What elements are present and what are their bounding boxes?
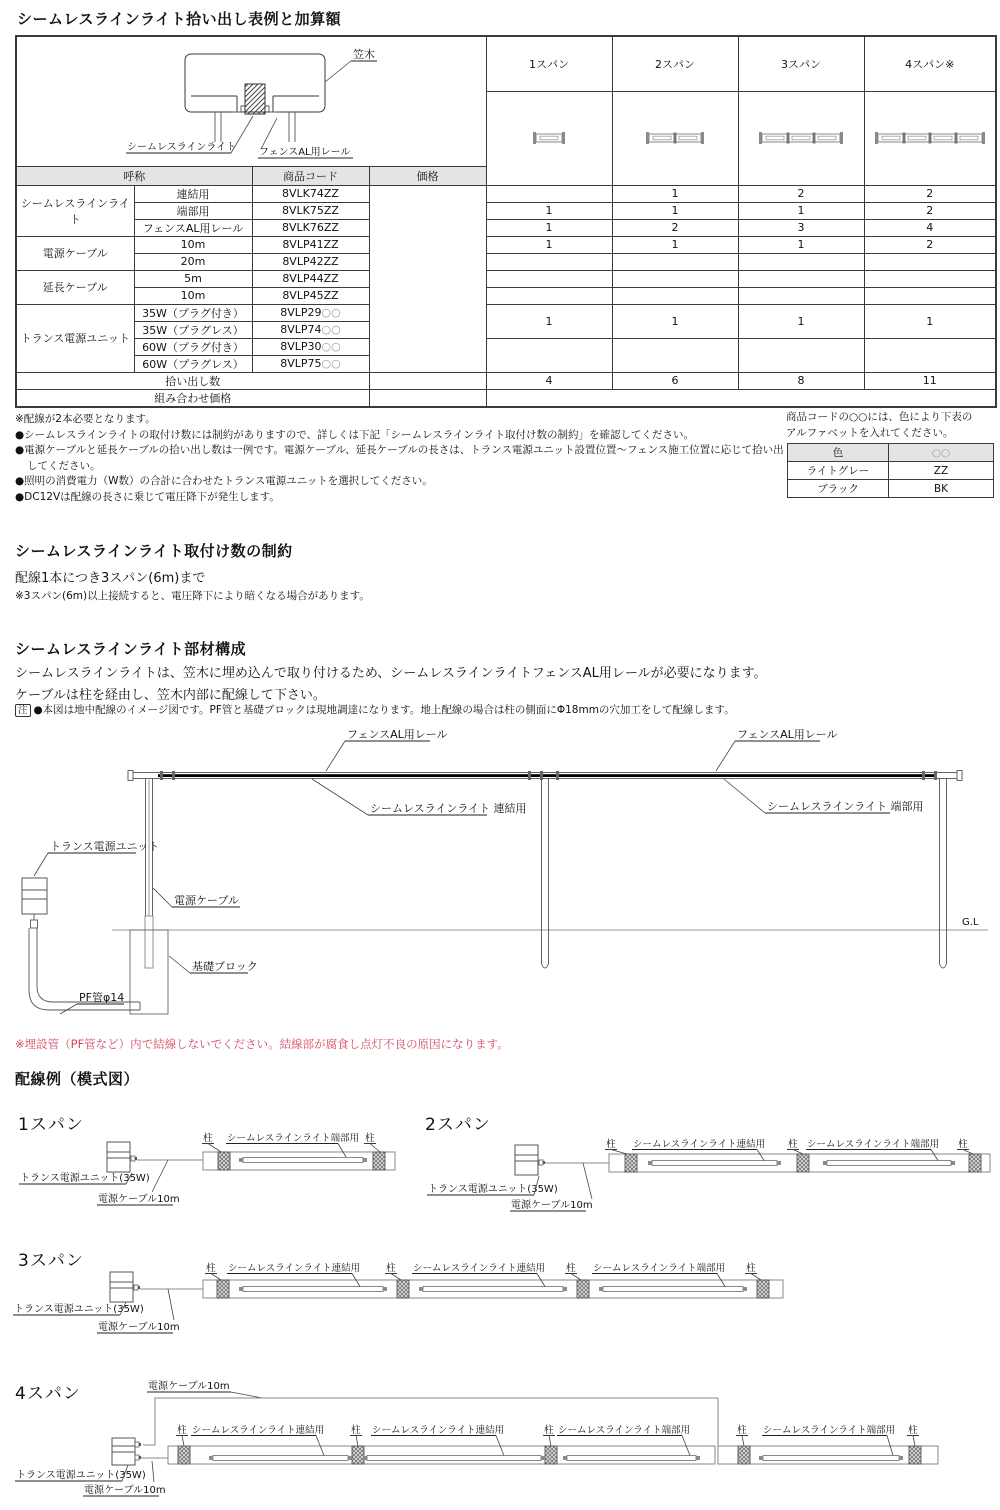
- code-cell: 8VLK76ZZ: [252, 219, 369, 236]
- span-glyph-4: [864, 91, 996, 185]
- svg-text:柱: 柱: [203, 1133, 213, 1144]
- note-line: ●電源ケーブルと延長ケーブルの拾い出し数は一例です。電源ケーブル、延長ケーブルの長さは、トランス電源ユニット設置位置～フェンス施工位置に応じて拾い出してください。: [15, 444, 784, 472]
- price-cell: [369, 389, 486, 407]
- svg-text:シームレスラインライト 連結用: シームレスラインライト 連結用: [370, 802, 527, 815]
- pillar-label: [205, 1262, 221, 1280]
- line-light: [367, 1456, 541, 1461]
- light-block: [245, 84, 265, 114]
- line-light: [763, 1456, 899, 1461]
- transformer-unit: [112, 1438, 141, 1465]
- constraint-line: 配線1本につき3スパン(6m)まで: [15, 571, 206, 586]
- count-cell: 1: [612, 236, 738, 253]
- pickup-count: 11: [864, 372, 996, 389]
- note-line: ●DC12Vは配線の長さに乗じて電圧降下が発生します。: [15, 490, 280, 503]
- line-light: [603, 1287, 743, 1292]
- rail-label: [258, 118, 353, 158]
- count-cell: [486, 338, 612, 372]
- code-cell: 8VLP42ZZ: [252, 253, 369, 270]
- color-header: 色: [788, 444, 889, 462]
- svg-text:シームレスラインライト: シームレスラインライト: [127, 142, 237, 154]
- svg-text:シームレスラインライト連結用: シームレスラインライト連結用: [372, 1425, 505, 1436]
- line-light: [567, 1456, 696, 1461]
- transformer-unit: [22, 878, 47, 928]
- svg-text:トランス電源ユニット(35W): トランス電源ユニット(35W): [14, 1304, 144, 1315]
- count-cell: 1: [486, 236, 612, 253]
- line-light: [827, 1161, 951, 1166]
- color-note-line2: アルファベットを入れてください。: [786, 426, 954, 439]
- composition-line1: シームレスラインライトは、笠木に埋め込んで取り付けるため、シームレスラインライトフェンスAL用レールが必要になります。: [15, 666, 767, 681]
- light-label: [126, 116, 253, 153]
- count-cell: 1: [864, 304, 996, 338]
- count-cell: 2: [864, 185, 996, 202]
- pillar-label: [364, 1132, 380, 1152]
- pickup-count: 8: [738, 372, 864, 389]
- code-cell: 8VLP30○○: [252, 338, 369, 355]
- table-row: [16, 304, 996, 321]
- count-cell: [738, 338, 864, 372]
- col-header-name: 呼称: [16, 166, 252, 185]
- pillar-label: [736, 1424, 748, 1446]
- combo-row: [16, 389, 996, 407]
- count-cell: [738, 270, 864, 287]
- pillar: [738, 1446, 750, 1464]
- color-table: [787, 443, 994, 498]
- svg-text:電源ケーブル10m: 電源ケーブル10m: [84, 1485, 166, 1496]
- code-circles-header: ○○: [889, 444, 994, 462]
- span4-heading: 4スパン: [15, 1384, 81, 1404]
- pillar: [545, 1446, 557, 1464]
- item-cell: 10m: [134, 287, 252, 304]
- color-code: ZZ: [889, 462, 994, 480]
- light-bar-icon-2: [645, 130, 705, 146]
- light-bar-icon-4: [874, 130, 986, 146]
- group-seamless: シームレスラインライト: [16, 185, 134, 236]
- color-row: [788, 462, 994, 480]
- note-line: ●シームレスラインライトの取付け数には制約がありますので、詳しくは下記「シームレスラインライト取付け数の制約」を確認してください。: [15, 428, 695, 441]
- span-header-2: 2スパン: [612, 36, 738, 91]
- svg-text:基礎ブロック: 基礎ブロック: [192, 960, 258, 973]
- color-note-line1: 商品コードの○○には、色により下表の: [786, 411, 973, 423]
- svg-text:柱: 柱: [206, 1263, 216, 1274]
- pillar: [397, 1280, 409, 1298]
- transformer-unit: [515, 1145, 545, 1175]
- span-header-4: 4スパン※: [864, 36, 996, 91]
- table-notes: [15, 412, 790, 505]
- pillar: [217, 1280, 229, 1298]
- count-cell: [612, 287, 738, 304]
- transformer-label: [15, 1465, 146, 1481]
- svg-text:柱: 柱: [958, 1139, 968, 1150]
- composition-diagram: [0, 718, 1000, 1030]
- code-cell: 8VLP44ZZ: [252, 270, 369, 287]
- svg-text:シームレスラインライト連結用: シームレスラインライト連結用: [413, 1263, 546, 1274]
- table-row: [16, 202, 996, 219]
- fence: [168, 1446, 938, 1464]
- span-glyph-1: [486, 91, 612, 185]
- count-cell: [486, 270, 612, 287]
- span-glyph-2: [612, 91, 738, 185]
- svg-text:シームレスラインライト連結用: シームレスラインライト連結用: [633, 1139, 766, 1150]
- count-cell: [864, 270, 996, 287]
- count-cell: 2: [864, 236, 996, 253]
- composition-note: [15, 703, 990, 719]
- svg-text:トランス電源ユニット(35W): トランス電源ユニット(35W): [16, 1470, 146, 1481]
- transformer-label: [34, 840, 159, 876]
- count-cell: 1: [612, 304, 738, 338]
- cross-section-cell: [16, 36, 486, 166]
- svg-text:シームレスラインライト端部用: シームレスラインライト端部用: [558, 1425, 691, 1436]
- pillar: [218, 1152, 230, 1170]
- composition-heading: シームレスラインライト部材構成: [15, 640, 247, 658]
- code-cell: 8VLP75○○: [252, 355, 369, 372]
- code-cell: 8VLP41ZZ: [252, 236, 369, 253]
- count-cell: [738, 253, 864, 270]
- svg-text:シームレスラインライト連結用: シームレスラインライト連結用: [228, 1263, 361, 1274]
- svg-text:シームレスラインライト端部用: シームレスラインライト端部用: [807, 1139, 940, 1150]
- fence-posts: [130, 779, 947, 1015]
- svg-text:シームレスラインライト端部用: シームレスラインライト端部用: [593, 1263, 726, 1274]
- count-cell: 1: [738, 202, 864, 219]
- count-cell: 4: [864, 219, 996, 236]
- line-light: [243, 1287, 383, 1292]
- wiring-diagram-1span: [0, 1105, 420, 1217]
- span1-heading: 1スパン: [18, 1115, 84, 1135]
- svg-text:柱: 柱: [386, 1263, 396, 1274]
- count-cell: 2: [738, 185, 864, 202]
- span2-heading: 2スパン: [425, 1115, 491, 1135]
- svg-text:柱: 柱: [746, 1263, 756, 1274]
- page-title: シームレスラインライト拾い出し表例と加算額: [17, 10, 342, 28]
- svg-text:フェンスAL用レール: フェンスAL用レール: [259, 147, 351, 159]
- item-cell: 10m: [134, 236, 252, 253]
- item-cell: フェンスAL用レール: [134, 219, 252, 236]
- count-cell: [864, 338, 996, 372]
- item-cell: 連結用: [134, 185, 252, 202]
- count-cell: 2: [612, 219, 738, 236]
- transformer-unit: [107, 1142, 137, 1172]
- color-code: BK: [889, 480, 994, 498]
- svg-text:電源ケーブル10m: 電源ケーブル10m: [98, 1194, 180, 1205]
- light-bar-icon-1: [532, 130, 566, 146]
- count-cell: [864, 287, 996, 304]
- count-cell: [486, 287, 612, 304]
- span-header-1: 1スパン: [486, 36, 612, 91]
- pillar: [969, 1154, 981, 1172]
- svg-text:電源ケーブル10m: 電源ケーブル10m: [98, 1322, 180, 1333]
- col-header-price: 価格: [369, 166, 486, 185]
- line-light: [243, 1158, 363, 1163]
- cable-label: [153, 888, 240, 907]
- pillar: [757, 1280, 769, 1298]
- svg-text:フェンスAL用レール: フェンスAL用レール: [737, 728, 838, 741]
- transformer-label: [13, 1302, 144, 1315]
- code-cell: 8VLP29○○: [252, 304, 369, 321]
- line-light: [213, 1456, 348, 1461]
- gl-label: G.L: [962, 917, 979, 928]
- svg-text:柱: 柱: [544, 1425, 554, 1436]
- composition-body: [15, 663, 985, 707]
- svg-text:トランス電源ユニット: トランス電源ユニット: [50, 840, 160, 853]
- wiring-diagram-2span: [420, 1105, 1000, 1217]
- combo-price-cell: [486, 389, 996, 407]
- count-cell: [612, 338, 738, 372]
- tanbu-label: [724, 779, 924, 813]
- wiring-diagram-3span: [0, 1240, 1000, 1350]
- table-row: [16, 185, 996, 202]
- pillar-label: [176, 1424, 188, 1446]
- svg-text:電源ケーブル10m: 電源ケーブル10m: [148, 1381, 230, 1392]
- count-cell: [612, 253, 738, 270]
- svg-text:柱: 柱: [606, 1139, 616, 1150]
- pillar-label: [350, 1424, 362, 1446]
- color-name: ライトグレー: [788, 462, 889, 480]
- wiring-diagram-4span: [0, 1373, 1000, 1510]
- svg-text:シームレスラインライト 端部用: シームレスラインライト 端部用: [767, 800, 924, 813]
- svg-text:柱: 柱: [365, 1133, 375, 1144]
- svg-text:柱: 柱: [908, 1425, 918, 1436]
- code-cell: 8VLK75ZZ: [252, 202, 369, 219]
- table-row: [16, 253, 996, 270]
- constraint-heading: シームレスラインライト取付け数の制約: [15, 542, 293, 560]
- svg-text:シームレスラインライト連結用: シームレスラインライト連結用: [192, 1425, 325, 1436]
- pillar: [352, 1446, 364, 1464]
- pillar-label: [787, 1138, 803, 1154]
- pillar-label: [565, 1262, 581, 1280]
- pillar: [577, 1280, 589, 1298]
- color-code-note: [786, 410, 996, 441]
- group-transformer: トランス電源ユニット: [16, 304, 134, 372]
- code-cell: 8VLK74ZZ: [252, 185, 369, 202]
- count-cell: 2: [864, 202, 996, 219]
- pillar: [178, 1446, 190, 1464]
- svg-text:トランス電源ユニット(35W): トランス電源ユニット(35W): [20, 1173, 150, 1184]
- rail2-label: [716, 728, 838, 771]
- svg-text:電源ケーブル: 電源ケーブル: [174, 894, 240, 907]
- table-row: [16, 236, 996, 253]
- fence: [609, 1154, 990, 1172]
- table-row: [16, 270, 996, 287]
- item-cell: 60W（プラグ付き）: [134, 338, 252, 355]
- svg-text:電源ケーブル10m: 電源ケーブル10m: [511, 1200, 593, 1211]
- code-cell: 8VLP74○○: [252, 321, 369, 338]
- svg-text:柱: 柱: [566, 1263, 576, 1274]
- transformer-label: [427, 1176, 558, 1195]
- fence-rail: [128, 771, 962, 781]
- count-cell: 1: [612, 185, 738, 202]
- svg-text:柱: 柱: [177, 1425, 187, 1436]
- color-row: [788, 480, 994, 498]
- composition-line2: ケーブルは柱を経由し、笠木内部に配線して下さい。: [15, 688, 326, 703]
- note-line: ●照明の消費電力（W数）の合計に合わせたトランス電源ユニットを選択してください。: [15, 475, 433, 487]
- cross-section-diagram: [19, 38, 483, 164]
- fence: [203, 1280, 783, 1298]
- svg-text:シームレスラインライト端部用: シームレスラインライト端部用: [227, 1133, 360, 1144]
- svg-text:PF管φ14: PF管φ14: [79, 991, 125, 1004]
- item-cell: 35W（プラグレス）: [134, 321, 252, 338]
- svg-text:柱: 柱: [737, 1425, 747, 1436]
- span3-heading: 3スパン: [18, 1251, 84, 1271]
- pillar: [797, 1154, 809, 1172]
- pillar-label: [605, 1138, 627, 1154]
- note-mark-icon: 注: [15, 704, 31, 717]
- item-cell: 60W（プラグレス）: [134, 355, 252, 372]
- svg-text:柱: 柱: [788, 1139, 798, 1150]
- item-cell: 5m: [134, 270, 252, 287]
- item-cell: 端部用: [134, 202, 252, 219]
- rail1-label: [326, 728, 448, 771]
- pillar: [909, 1446, 921, 1464]
- price-cell: [369, 372, 486, 389]
- composition-note-text: ●本図は地中配線のイメージ図です。PF管と基礎ブロックは現地調達になります。地上配線の場合は柱の側面にΦ18mmの穴加工をして配線します。: [33, 704, 735, 716]
- light-bar-icon-3: [758, 130, 844, 146]
- transformer-unit: [110, 1272, 140, 1302]
- count-cell: 1: [486, 304, 612, 338]
- line-light: [423, 1287, 563, 1292]
- pillar-label: [957, 1138, 973, 1154]
- item-cell: 20m: [134, 253, 252, 270]
- item-cell: 35W（プラグ付き）: [134, 304, 252, 321]
- count-cell: [612, 270, 738, 287]
- code-cell: 8VLP45ZZ: [252, 287, 369, 304]
- note-line: ※配線が2本必要となります。: [15, 413, 156, 425]
- count-cell: [864, 253, 996, 270]
- group-ext-cable: 延長ケーブル: [16, 270, 134, 304]
- pickup-label: 拾い出し数: [16, 372, 369, 389]
- pickup-row: [16, 372, 996, 389]
- count-cell: 1: [738, 304, 864, 338]
- renketsu-label: [312, 779, 527, 815]
- cable-label-top: [147, 1380, 262, 1398]
- count-cell: [486, 253, 612, 270]
- pickup-count: 4: [486, 372, 612, 389]
- warning-text: ※埋設管（PF管など）内で結線しないでください。結線部が腐食し点灯不良の原因になります。: [15, 1037, 509, 1051]
- pillar-label: [907, 1424, 919, 1446]
- transformer-label: [19, 1172, 150, 1184]
- pillar-label: [745, 1262, 761, 1280]
- svg-text:シームレスラインライト端部用: シームレスラインライト端部用: [763, 1425, 896, 1436]
- pillar: [625, 1154, 637, 1172]
- wiring-heading: 配線例（模式図）: [15, 1070, 140, 1088]
- pillar-label: [385, 1262, 401, 1280]
- pillar: [373, 1152, 385, 1170]
- pickup-count: 6: [612, 372, 738, 389]
- count-cell: [738, 287, 864, 304]
- count-cell: 1: [486, 202, 612, 219]
- pickup-table: [15, 35, 997, 408]
- count-cell: 3: [738, 219, 864, 236]
- table-row: [16, 287, 996, 304]
- svg-text:フェンスAL用レール: フェンスAL用レール: [347, 728, 448, 741]
- fence: [203, 1152, 395, 1170]
- table-row: [16, 219, 996, 236]
- count-cell: 1: [612, 202, 738, 219]
- svg-text:笠木: 笠木: [353, 48, 375, 62]
- span-glyph-3: [738, 91, 864, 185]
- svg-text:柱: 柱: [351, 1425, 361, 1436]
- col-header-code: 商品コード: [252, 166, 369, 185]
- line-light: [652, 1161, 777, 1166]
- count-cell: [486, 185, 612, 202]
- svg-text:トランス電源ユニット(35W): トランス電源ユニット(35W): [428, 1184, 558, 1195]
- pillar-label: [202, 1132, 221, 1152]
- count-cell: 1: [738, 236, 864, 253]
- span-header-3: 3スパン: [738, 36, 864, 91]
- table-row: [16, 338, 996, 355]
- base-block-label: [169, 956, 258, 973]
- color-name: ブラック: [788, 480, 889, 498]
- group-power-cable: 電源ケーブル: [16, 236, 134, 270]
- price-cell: [369, 185, 486, 372]
- kasagi-label: [325, 47, 377, 82]
- combo-label: 組み合わせ価格: [16, 389, 369, 407]
- pillar-label: [543, 1424, 555, 1446]
- constraint-note: ※3スパン(6m)以上接続すると、電圧降下により暗くなる場合があります。: [15, 590, 370, 602]
- count-cell: 1: [486, 219, 612, 236]
